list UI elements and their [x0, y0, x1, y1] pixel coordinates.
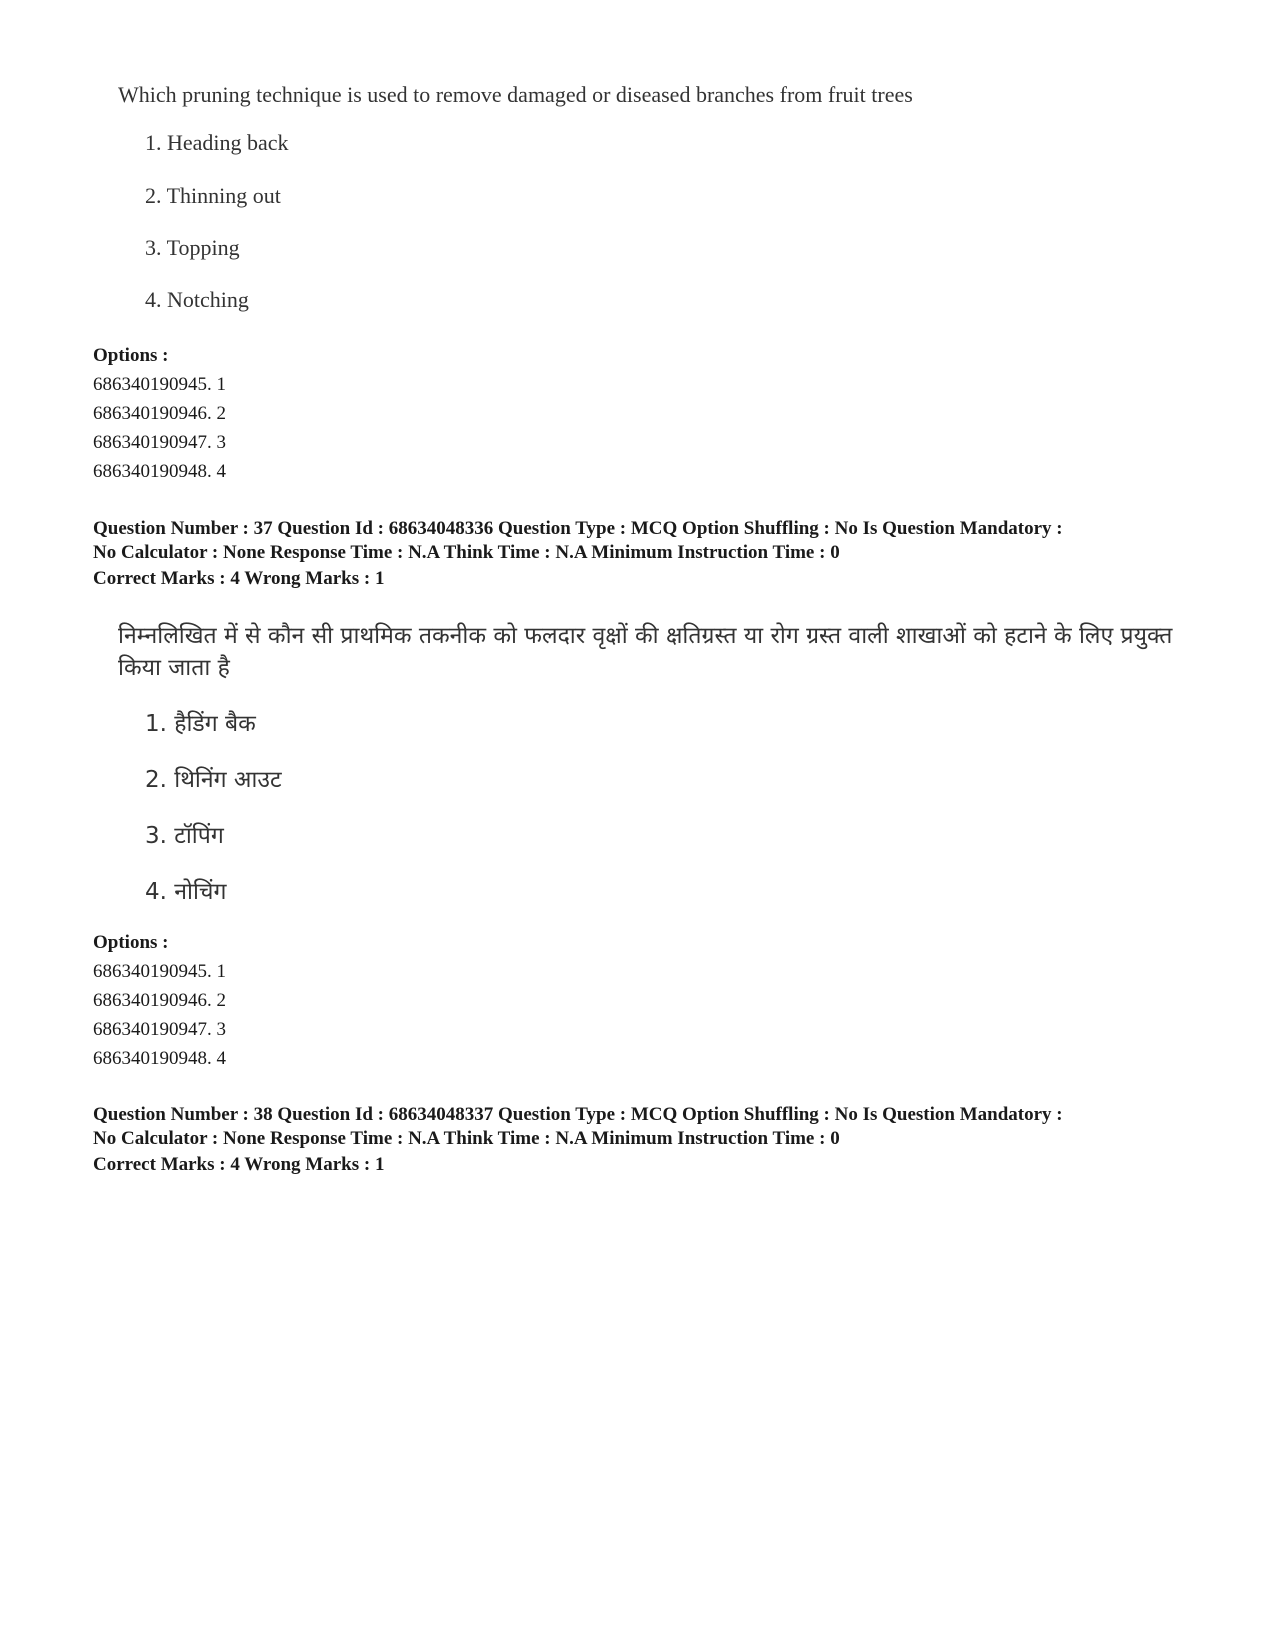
options-title: Options : [93, 345, 169, 366]
question-37-meta [93, 517, 1243, 565]
choice-3: 3. Topping [145, 235, 240, 260]
option-row: 686340190945. 1 [93, 961, 226, 982]
choice-4: 4. Notching [145, 287, 249, 312]
option-row: 686340190946. 2 [93, 403, 226, 424]
option-row: 686340190945. 1 [93, 374, 226, 395]
meta-line-1: Question Number : 38 Question Id : 68634048337 Question Type : MCQ Option Shuffling : No Is Question Mandatory : [93, 1104, 1063, 1125]
question-36-content [118, 80, 1168, 110]
choice-3: 3. टॉपिंग [145, 823, 224, 849]
question-37-content [118, 620, 1188, 684]
option-row: 686340190947. 3 [93, 432, 226, 453]
question-text-hi: निम्नलिखित में से कौन सी प्राथमिक तकनीक को फलदार वृक्षों की क्षतिग्रस्त या रोग ग्रस्त वाली शाखाओं को हटाने के लिए प्रयुक्त किया जाता है [118, 623, 1173, 681]
question-38-marks: Correct Marks : 4 Wrong Marks : 1 [93, 1154, 385, 1175]
choice-1: 1. Heading back [145, 130, 289, 155]
option-row: 686340190947. 3 [93, 1019, 226, 1040]
choice-2: 2. थिनिंग आउट [145, 767, 282, 793]
question-38-meta [93, 1103, 1243, 1151]
options-block-37 [93, 928, 226, 1073]
options-block-36 [93, 341, 226, 486]
choice-1: 1. हैडिंग बैक [145, 711, 256, 737]
option-row: 686340190948. 4 [93, 1048, 226, 1069]
question-text-en: Which pruning technique is used to remove damaged or diseased branches from fruit trees [118, 82, 913, 107]
question-37-marks: Correct Marks : 4 Wrong Marks : 1 [93, 568, 385, 589]
meta-line-2: No Calculator : None Response Time : N.A Think Time : N.A Minimum Instruction Time : 0 [93, 542, 840, 563]
meta-line-1: Question Number : 37 Question Id : 68634048336 Question Type : MCQ Option Shuffling : No Is Question Mandatory : [93, 518, 1063, 539]
option-row: 686340190948. 4 [93, 461, 226, 482]
options-title: Options : [93, 932, 169, 953]
meta-line-2: No Calculator : None Response Time : N.A Think Time : N.A Minimum Instruction Time : 0 [93, 1128, 840, 1149]
choice-4: 4. नोचिंग [145, 879, 227, 905]
choice-2: 2. Thinning out [145, 183, 281, 208]
option-row: 686340190946. 2 [93, 990, 226, 1011]
